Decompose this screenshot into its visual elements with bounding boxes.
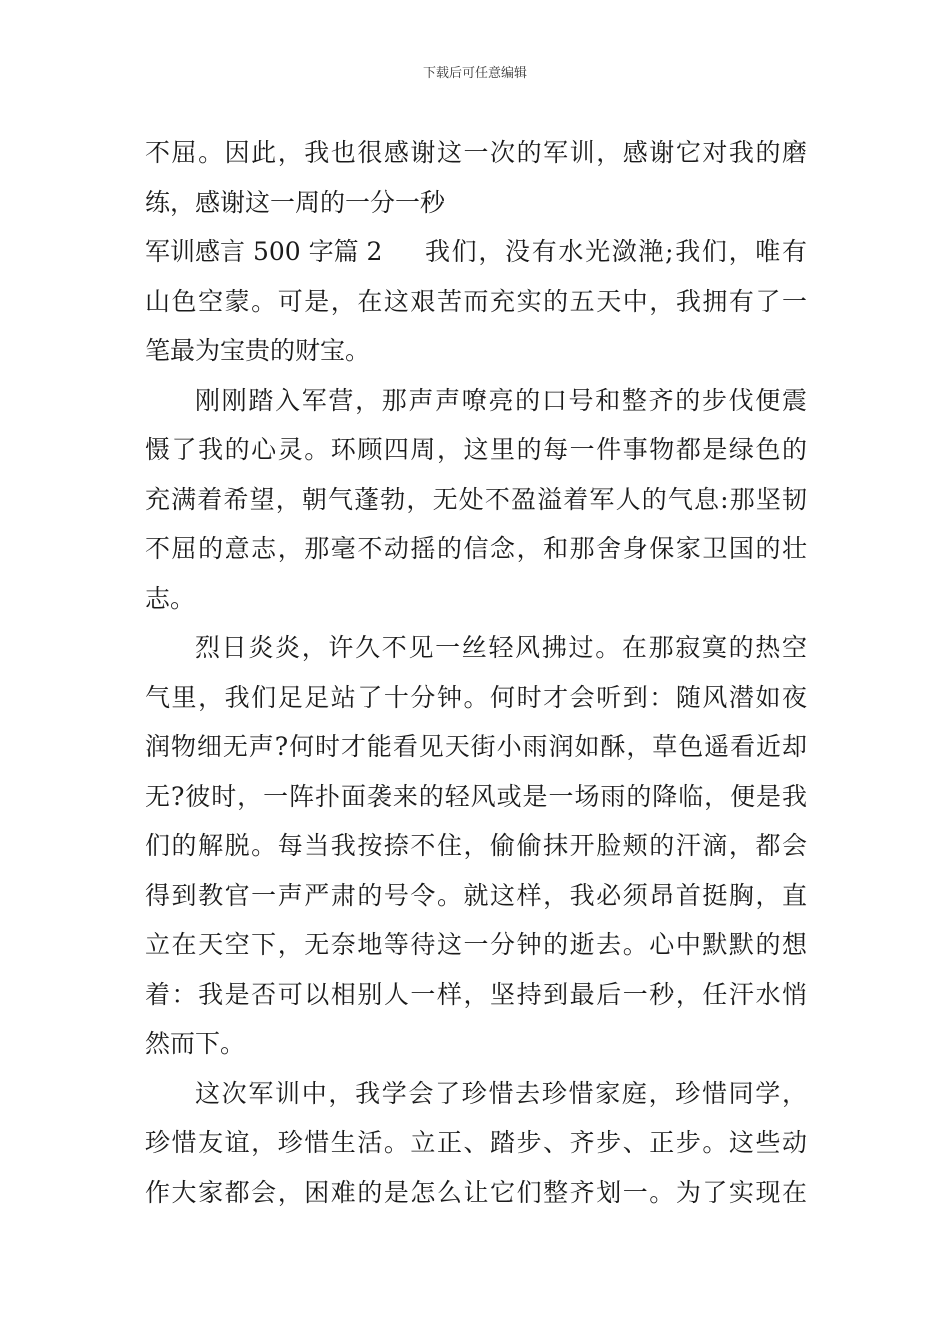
text-line: 不屈的意志，那毫不动摇的信念，和那舍身保家卫国的壮 xyxy=(145,534,807,563)
text-line: 无?彼时，一阵扑面袭来的轻风或是一场雨的降临，便是我 xyxy=(145,781,807,811)
text-line: 珍惜友谊，珍惜生活。立正、踏步、齐步、正步。这些动 xyxy=(145,1128,807,1157)
text-line: 气里，我们足足站了十分钟。何时才会听到：随风潜如夜 xyxy=(145,682,807,712)
section-title: 军训感言 500 字篇 2 xyxy=(145,237,383,266)
text-line: 得到教官一声严肃的号令。就这样，我必须昂首挺胸，直 xyxy=(145,880,807,910)
text-line: 们的解脱。每当我按捺不住，偷偷抹开脸颊的汗滴，都会 xyxy=(145,831,807,860)
text-line: 立在天空下，无奈地等待这一分钟的逝去。心中默默的想 xyxy=(145,930,807,959)
text-line: 不屈。因此，我也很感谢这一次的军训，感谢它对我的磨 xyxy=(145,138,807,167)
text-line: 充满着希望，朝气蓬勃，无处不盈溢着军人的气息:那坚韧 xyxy=(145,484,807,514)
text-line: 作大家都会，困难的是怎么让它们整齐划一。为了实现在 xyxy=(145,1177,807,1207)
text-line: 慑了我的心灵。环顾四周，这里的每一件事物都是绿色的 xyxy=(145,435,807,464)
section-title-line xyxy=(145,227,807,277)
document-body xyxy=(145,128,807,1217)
text-line: 志。 xyxy=(145,583,196,613)
paragraph-start: 我们，没有水光潋滟;我们，唯有 xyxy=(425,237,807,266)
paragraph-first-line: 烈日炎炎，许久不见一丝轻风拂过。在那寂寞的热空 xyxy=(195,633,807,662)
text-line: 练，感谢这一周的一分一秒 xyxy=(145,187,446,217)
paragraph-first-line: 刚刚踏入军营，那声声嘹亮的口号和整齐的步伐便震 xyxy=(195,385,807,415)
page-header: 下载后可任意编辑 xyxy=(422,66,527,81)
text-line: 润物细无声?何时才能看见天街小雨润如酥，草色遥看近却 xyxy=(145,732,807,761)
text-line: 山色空蒙。可是，在这艰苦而充实的五天中，我拥有了一 xyxy=(145,286,807,316)
paragraph-first-line: 这次军训中，我学会了珍惜去珍惜家庭，珍惜同学， xyxy=(195,1078,807,1108)
text-line: 笔最为宝贵的财宝。 xyxy=(145,336,371,365)
text-line: 然而下。 xyxy=(145,1029,246,1058)
text-line: 着：我是否可以相别人一样，坚持到最后一秒，任汗水悄 xyxy=(145,979,807,1009)
